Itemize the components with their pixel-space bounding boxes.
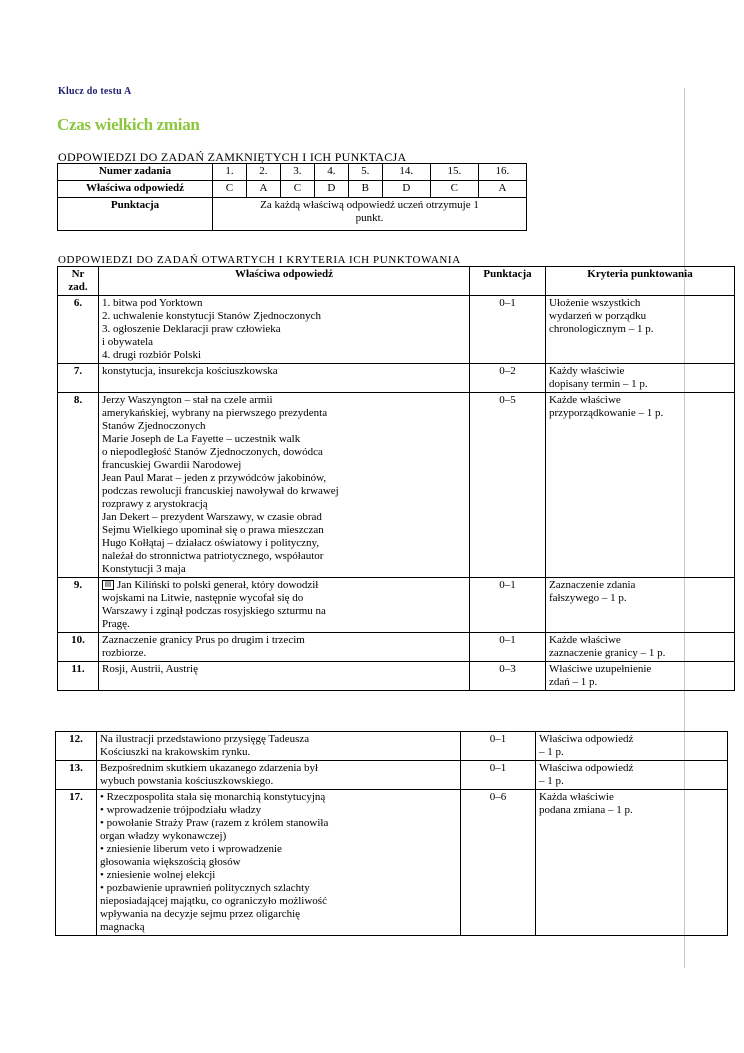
- open-tasks-body-continued: [56, 732, 728, 936]
- answer-line: 3. ogłoszenie Deklaracji praw człowieka: [102, 323, 281, 335]
- criteria-line: Każde właściwe: [549, 394, 621, 406]
- criteria-line: zdań – 1 p.: [549, 676, 598, 688]
- task-nr: 6.: [58, 296, 99, 364]
- task-number-row: [58, 164, 527, 181]
- criteria-cell: [536, 761, 728, 790]
- table-row: [58, 633, 735, 662]
- answer-cell: B: [348, 181, 382, 198]
- task-nr: 10.: [58, 633, 99, 662]
- answer-label: Właściwa odpowiedź: [58, 181, 213, 198]
- points-cell: 0–1: [470, 296, 546, 364]
- criteria-line: Każdy właściwie: [549, 365, 625, 377]
- answer-cell: [97, 761, 461, 790]
- table-row: [58, 296, 735, 364]
- answer-cell: [99, 662, 470, 691]
- answer-cell: C: [280, 181, 314, 198]
- document-title: Czas wielkich zmian: [57, 115, 200, 134]
- answer-line: Jan Dekert – prezydent Warszawy, w czasie obrad: [102, 511, 322, 523]
- answer-cell: C: [430, 181, 478, 198]
- table-row: [56, 790, 728, 936]
- task-number: 1.: [213, 164, 247, 181]
- open-tasks-table: [57, 266, 735, 691]
- criteria-cell: [546, 662, 735, 691]
- task-number: 14.: [382, 164, 430, 181]
- answer-line: • pozbawienie uprawnień politycznych szlachty: [100, 882, 310, 894]
- answer-line: Jerzy Waszyngton – stał na czele armii: [102, 394, 273, 406]
- answer-line: Bezpośrednim skutkiem ukazanego zdarzenia był: [100, 762, 319, 774]
- answer-cell: D: [382, 181, 430, 198]
- criteria-line: Właściwa odpowiedź: [539, 762, 634, 774]
- criteria-cell: [546, 296, 735, 364]
- answer-line: Jan Kiliński to polski generał, który dowodził: [117, 579, 319, 591]
- answer-cell: [99, 633, 470, 662]
- answer-line: podczas rewolucji francuskiej nawoływał do krwawej: [102, 485, 339, 497]
- answer-line: Sejmu Wielkiego upominał się o prawa mieszczan: [102, 524, 324, 536]
- task-nr: 12.: [56, 732, 97, 761]
- criteria-line: Ułożenie wszystkich: [549, 297, 641, 309]
- answer-cell: [99, 364, 470, 393]
- answer-line: Stanów Zjednoczonych: [102, 420, 206, 432]
- criteria-cell: [536, 790, 728, 936]
- open-tasks-heading: ODPOWIEDZI DO ZADAŃ OTWARTYCH I KRYTERIA ICH PUNKTOWANIA: [58, 254, 461, 266]
- answer-line: głosowania większością głosów: [100, 856, 241, 868]
- image-placeholder-icon: ▤: [102, 580, 114, 590]
- task-nr: 7.: [58, 364, 99, 393]
- criteria-line: Każda właściwie: [539, 791, 614, 803]
- answer-line: • wprowadzenie trójpodziału władzy: [100, 804, 262, 816]
- criteria-cell: [546, 364, 735, 393]
- criteria-cell: [546, 633, 735, 662]
- answer-line: amerykańskiej, wybrany na pierwszego prezydenta: [102, 407, 328, 419]
- answer-line: 2. uchwalenie konstytucji Stanów Zjednoczonych: [102, 310, 322, 322]
- points-label: Punktacja: [58, 198, 213, 231]
- criteria-cell: [546, 393, 735, 578]
- answer-cell: A: [246, 181, 280, 198]
- points-cell: 0–1: [461, 761, 536, 790]
- criteria-line: fałszywego – 1 p.: [549, 592, 627, 604]
- points-cell: 0–1: [470, 633, 546, 662]
- table-row: [58, 393, 735, 578]
- task-number: 5.: [348, 164, 382, 181]
- points-cell: 0–3: [470, 662, 546, 691]
- answer-line: Hugo Kołłątaj – działacz oświatowy i polityczny,: [102, 537, 320, 549]
- answer-line: • powołanie Straży Praw (razem z królem stanowiła: [100, 817, 329, 829]
- task-nr: 17.: [56, 790, 97, 936]
- points-cell: 0–2: [470, 364, 546, 393]
- table-row: [56, 761, 728, 790]
- answer-line: Marie Joseph de La Fayette – uczestnik walk: [102, 433, 301, 445]
- task-nr: 11.: [58, 662, 99, 691]
- criteria-line: podana zmiana – 1 p.: [539, 804, 633, 816]
- answer-line: Jean Paul Marat – jeden z przywódców jakobinów,: [102, 472, 327, 484]
- criteria-line: – 1 p.: [539, 746, 564, 758]
- task-number: 16.: [478, 164, 526, 181]
- col-header-points: Punktacja: [470, 267, 546, 296]
- answer-cell: C: [213, 181, 247, 198]
- answer-line: wybuch powstania kościuszkowskiego.: [100, 775, 274, 787]
- open-tasks-body: [58, 296, 735, 691]
- answer-cell: [97, 732, 461, 761]
- table-row: [56, 732, 728, 761]
- answer-line: Kościuszki na krakowskim rynku.: [100, 746, 251, 758]
- test-key-label: Klucz do testu A: [58, 86, 132, 97]
- criteria-line: Właściwe uzupełnienie: [549, 663, 652, 675]
- criteria-line: zaznaczenie granicy – 1 p.: [549, 647, 666, 659]
- answer-line: konstytucja, insurekcja kościuszkowska: [102, 365, 278, 377]
- task-number: 2.: [246, 164, 280, 181]
- points-cell: 0–6: [461, 790, 536, 936]
- answer-line-wrapper: [102, 579, 466, 592]
- points-cell: 0–1: [470, 578, 546, 633]
- answer-line: o niepodległość Stanów Zjednoczonych, dowódca: [102, 446, 323, 458]
- task-nr: 13.: [56, 761, 97, 790]
- table-header-row: [58, 267, 735, 296]
- answer-line: Konstytucji 3 maja: [102, 563, 186, 575]
- criteria-line: chronologicznym – 1 p.: [549, 323, 654, 335]
- closed-tasks-heading: ODPOWIEDZI DO ZADAŃ ZAMKNIĘTYCH I ICH PUNKTACJA: [58, 150, 407, 164]
- answer-line: rozprawy z arystokracją: [102, 498, 208, 510]
- answer-line: wojskami na Litwie, następnie wycofał się do: [102, 592, 304, 604]
- points-row: [58, 198, 527, 231]
- answer-line: i obywatela: [102, 336, 154, 348]
- answer-line: • zniesienie wolnej elekcji: [100, 869, 216, 881]
- answer-line: Zaznaczenie granicy Prus po drugim i trzecim: [102, 634, 305, 646]
- answer-line: Na ilustracji przedstawiono przysięgę Tadeusza: [100, 733, 310, 745]
- table-row: [58, 578, 735, 633]
- answer-line: Warszawy i zginął podczas rosyjskiego szturmu na: [102, 605, 326, 617]
- task-nr: 9.: [58, 578, 99, 633]
- table-row: [58, 662, 735, 691]
- answer-line: rozbiorze.: [102, 647, 147, 659]
- answer-line: francuskiej Gwardii Narodowej: [102, 459, 242, 471]
- answer-line: należał do stronnictwa patriotycznego, współautor: [102, 550, 324, 562]
- answer-line: magnacką: [100, 921, 145, 933]
- criteria-cell: [546, 578, 735, 633]
- task-number-label: Numer zadania: [58, 164, 213, 181]
- points-cell: 0–1: [461, 732, 536, 761]
- answer-cell: [99, 578, 470, 633]
- criteria-line: dopisany termin – 1 p.: [549, 378, 648, 390]
- points-text: Za każdą właściwą odpowiedź uczeń otrzymuje 1 punkt.: [213, 198, 527, 231]
- criteria-line: Zaznaczenie zdania: [549, 579, 636, 591]
- criteria-cell: [536, 732, 728, 761]
- points-cell: 0–5: [470, 393, 546, 578]
- answer-cell: [97, 790, 461, 936]
- open-tasks-table-continued: [55, 731, 728, 936]
- answer-cell: [99, 393, 470, 578]
- col-header-nr: Nr zad.: [58, 267, 99, 296]
- task-number: 15.: [430, 164, 478, 181]
- closed-tasks-table: [57, 163, 527, 231]
- answer-line: • Rzeczpospolita stała się monarchią konstytucyjną: [100, 791, 326, 803]
- answer-line: • zniesienie liberum veto i wprowadzenie: [100, 843, 282, 855]
- answer-line: Rosji, Austrii, Austrię: [102, 663, 198, 675]
- answer-line: nieposiadającej majątku, co ograniczyło możliwość: [100, 895, 327, 907]
- col-header-answer: Właściwa odpowiedź: [99, 267, 470, 296]
- answer-row: [58, 181, 527, 198]
- answer-line: wpływania na decyzje sejmu przez oligarchię: [100, 908, 301, 920]
- task-number: 4.: [314, 164, 348, 181]
- answer-line: Pragę.: [102, 618, 130, 630]
- criteria-line: przyporządkowanie – 1 p.: [549, 407, 664, 419]
- criteria-line: Właściwa odpowiedź: [539, 733, 634, 745]
- table-row: [58, 364, 735, 393]
- criteria-line: Każde właściwe: [549, 634, 621, 646]
- task-number: 3.: [280, 164, 314, 181]
- criteria-line: wydarzeń w porządku: [549, 310, 647, 322]
- answer-cell: A: [478, 181, 526, 198]
- col-header-criteria: Kryteria punktowania: [546, 267, 735, 296]
- answer-cell: D: [314, 181, 348, 198]
- task-nr: 8.: [58, 393, 99, 578]
- answer-cell: [99, 296, 470, 364]
- answer-line: 1. bitwa pod Yorktown: [102, 297, 203, 309]
- criteria-line: – 1 p.: [539, 775, 564, 787]
- answer-line: 4. drugi rozbiór Polski: [102, 349, 201, 361]
- answer-line: organ władzy wykonawczej): [100, 830, 227, 842]
